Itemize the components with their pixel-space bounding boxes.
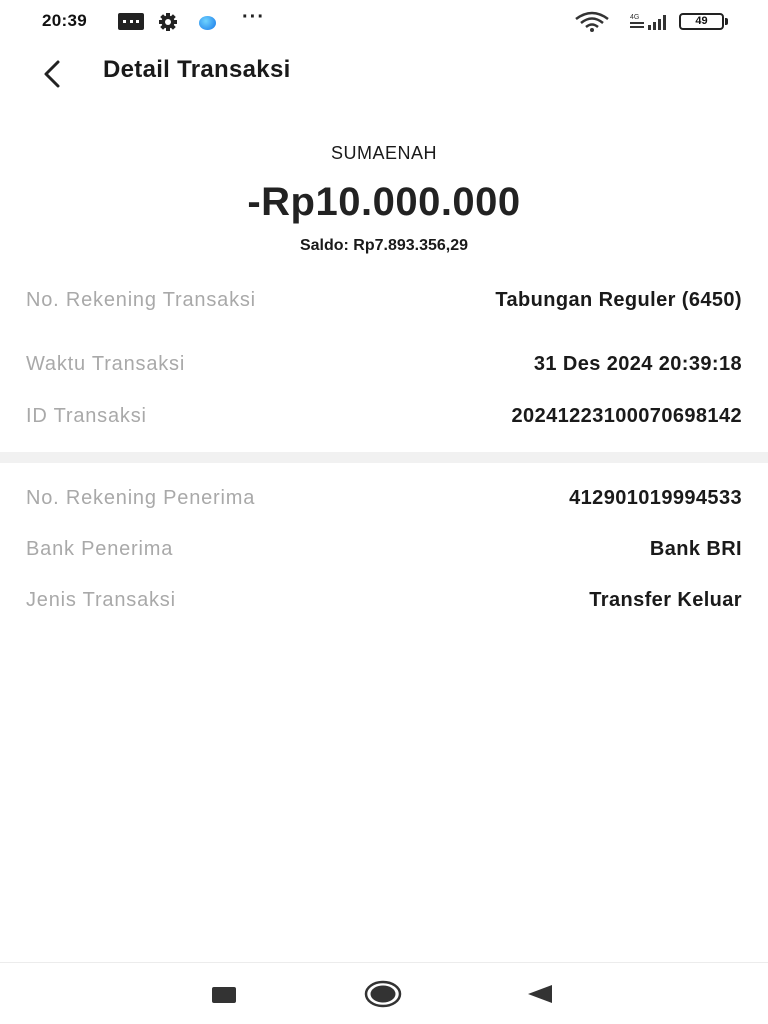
chevron-left-icon[interactable] xyxy=(28,50,74,96)
balance-text: Saldo: Rp7.893.356,29 xyxy=(299,237,469,254)
app-header xyxy=(0,44,768,100)
detail-label-account: No. Rekening Transaksi xyxy=(26,289,256,311)
system-nav-bar xyxy=(0,962,768,1024)
network-type-label: 4G xyxy=(630,14,640,21)
back-triangle-icon[interactable] xyxy=(526,983,554,1005)
battery-tip xyxy=(725,18,728,25)
app-notification-icon xyxy=(199,16,216,30)
recent-apps-icon[interactable] xyxy=(212,987,236,1003)
detail-label-id: ID Transaksi xyxy=(26,405,147,427)
page-title: Detail Transaksi xyxy=(103,56,291,83)
detail-label-recipient-bank: Bank Penerima xyxy=(26,538,174,560)
status-bar xyxy=(0,0,768,44)
detail-value-transaction-type: Transfer Keluar xyxy=(589,589,742,611)
battery-level: 49 xyxy=(679,13,724,30)
detail-label-time: Waktu Transaksi xyxy=(26,353,186,375)
detail-value-recipient-account: 412901019994533 xyxy=(569,487,742,509)
battery-icon xyxy=(679,13,729,31)
detail-value-account: Tabungan Reguler (6450) xyxy=(495,289,742,311)
section-divider xyxy=(0,452,768,463)
status-time: 20:39 xyxy=(42,11,87,30)
message-icon xyxy=(118,13,144,30)
detail-label-transaction-type: Jenis Transaksi xyxy=(26,589,176,611)
detail-label-recipient-account: No. Rekening Penerima xyxy=(26,487,256,509)
detail-value-time: 31 Des 2024 20:39:18 xyxy=(533,353,742,375)
detail-value-id: 20241223100070698142 xyxy=(511,405,742,427)
signal-icon xyxy=(628,12,670,32)
wifi-icon xyxy=(574,11,610,33)
transaction-amount: -Rp10.000.000 xyxy=(247,180,521,224)
detail-value-recipient-bank: Bank BRI xyxy=(649,538,742,560)
home-icon[interactable] xyxy=(364,980,402,1008)
more-icon: ··· xyxy=(242,6,265,28)
recipient-name: SUMAENAH xyxy=(330,143,437,163)
settings-icon xyxy=(158,12,178,32)
